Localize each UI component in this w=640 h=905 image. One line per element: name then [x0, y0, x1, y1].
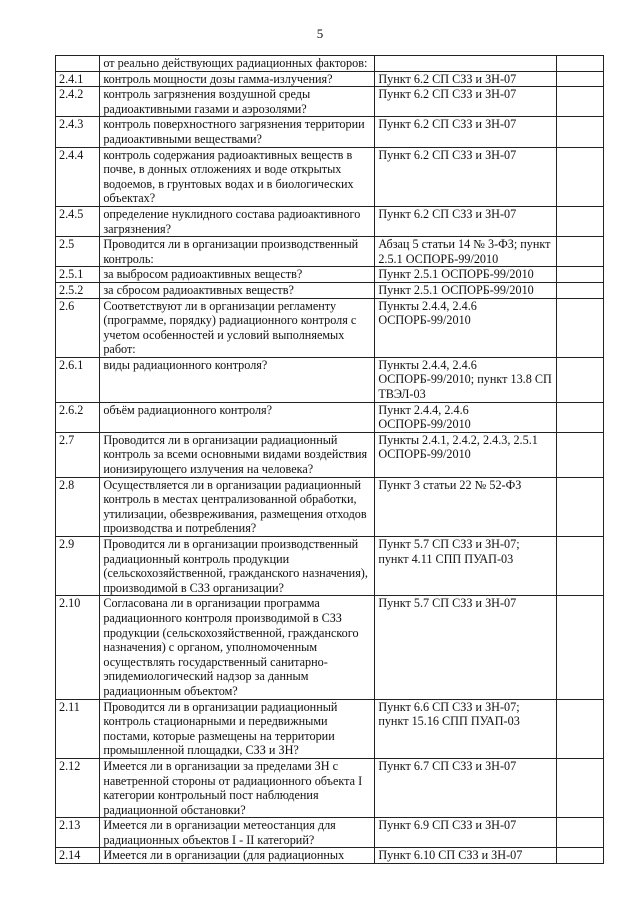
- table-row: [56, 848, 604, 864]
- item-mark-cell: [556, 699, 603, 758]
- item-mark-cell: [556, 758, 603, 817]
- item-reference: Абзац 5 статьи 14 № 3-ФЗ; пункт 2.5.1 ОСПОРБ-99/2010: [375, 237, 556, 267]
- item-number: 2.7: [56, 432, 100, 477]
- item-number: 2.4.4: [56, 147, 100, 206]
- item-mark-cell: [556, 477, 603, 536]
- item-reference: Пункт 5.7 СП СЗЗ и ЗН-07: [375, 596, 556, 699]
- item-mark-cell: [556, 206, 603, 236]
- item-question: Проводится ли в организации радиационный контроль стационарными и передвижными постами, которые размещены на территории промышленной площадки, СЗЗ и ЗН?: [100, 699, 375, 758]
- item-mark-cell: [556, 147, 603, 206]
- item-question: Имеется ли в организации (для радиационных: [100, 848, 375, 864]
- item-reference: Пункт 6.2 СП СЗЗ и ЗН-07: [375, 71, 556, 87]
- table-row: [56, 477, 604, 536]
- item-number: 2.14: [56, 848, 100, 864]
- table-row: [56, 758, 604, 817]
- item-number: 2.10: [56, 596, 100, 699]
- item-reference: Пункты 2.4.4, 2.4.6 ОСПОРБ-99/2010: [375, 298, 556, 357]
- item-question: контроль содержания радиоактивных веществ в почве, в донных отложениях и воде открытых водоемов, в грунтовых водах и в биологических объектах?: [100, 147, 375, 206]
- item-question: контроль мощности дозы гамма-излучения?: [100, 71, 375, 87]
- item-number: 2.12: [56, 758, 100, 817]
- item-mark-cell: [556, 596, 603, 699]
- item-mark-cell: [556, 56, 603, 72]
- item-reference: Пункт 6.7 СП СЗЗ и ЗН-07: [375, 758, 556, 817]
- item-question: от реально действующих радиационных факторов:: [100, 56, 375, 72]
- item-number: 2.6.1: [56, 357, 100, 402]
- table-row: [56, 537, 604, 596]
- item-number: 2.4.1: [56, 71, 100, 87]
- item-question: Проводится ли в организации радиационный контроль за всеми основными видами воздействия ионизирующего излучения на человека?: [100, 432, 375, 477]
- item-mark-cell: [556, 282, 603, 298]
- item-number: 2.6: [56, 298, 100, 357]
- item-reference: Пункт 6.9 СП СЗЗ и ЗН-07: [375, 818, 556, 848]
- item-question: Осуществляется ли в организации радиационный контроль в местах централизованной обработки, утилизации, обезвреживания, размещения отходов производства и потребления?: [100, 477, 375, 536]
- item-mark-cell: [556, 357, 603, 402]
- item-reference: Пункт 6.10 СП СЗЗ и ЗН-07: [375, 848, 556, 864]
- item-reference: [375, 56, 556, 72]
- table-row: [56, 298, 604, 357]
- table-row: [56, 699, 604, 758]
- item-question: определение нуклидного состава радиоактивного загрязнения?: [100, 206, 375, 236]
- item-reference: Пункт 2.4.4, 2.4.6 ОСПОРБ-99/2010: [375, 402, 556, 432]
- item-reference: Пункт 6.6 СП СЗЗ и ЗН-07; пункт 15.16 СПП ПУАП-03: [375, 699, 556, 758]
- item-number: [56, 56, 100, 72]
- item-number: 2.5.1: [56, 267, 100, 283]
- item-reference: Пункт 2.5.1 ОСПОРБ-99/2010: [375, 267, 556, 283]
- item-mark-cell: [556, 848, 603, 864]
- item-number: 2.6.2: [56, 402, 100, 432]
- table-row: [56, 432, 604, 477]
- item-mark-cell: [556, 267, 603, 283]
- item-number: 2.4.3: [56, 117, 100, 147]
- table-row: [56, 357, 604, 402]
- item-mark-cell: [556, 71, 603, 87]
- checklist-rows: [56, 56, 604, 864]
- item-question: за выбросом радиоактивных веществ?: [100, 267, 375, 283]
- table-row: [56, 87, 604, 117]
- checklist-table: [55, 55, 604, 864]
- item-mark-cell: [556, 117, 603, 147]
- table-row: [56, 402, 604, 432]
- item-question: Проводится ли в организации производственный радиационный контроль продукции (сельскохозяйственной, гражданского назначения), производимой в СЗЗ организации?: [100, 537, 375, 596]
- item-mark-cell: [556, 237, 603, 267]
- item-mark-cell: [556, 298, 603, 357]
- item-question: за сбросом радиоактивных веществ?: [100, 282, 375, 298]
- item-reference: Пункт 3 статьи 22 № 52-ФЗ: [375, 477, 556, 536]
- item-number: 2.9: [56, 537, 100, 596]
- table-row: [56, 117, 604, 147]
- table-row: [56, 206, 604, 236]
- item-reference: Пункты 2.4.1, 2.4.2, 2.4.3, 2.5.1 ОСПОРБ-99/2010: [375, 432, 556, 477]
- item-reference: Пункт 6.2 СП СЗЗ и ЗН-07: [375, 117, 556, 147]
- item-reference: Пункт 6.2 СП СЗЗ и ЗН-07: [375, 147, 556, 206]
- table-row: [56, 596, 604, 699]
- item-question: Имеется ли в организации метеостанция для радиационных объектов I - II категорий?: [100, 818, 375, 848]
- item-question: Согласована ли в организации программа радиационного контроля производимой в СЗЗ продукции (сельскохозяйственной, гражданского назначения) с органом, уполномоченным осуществлять государственный санитарно-эпидемиологический надзор за данным радиационным объектом?: [100, 596, 375, 699]
- item-question: виды радиационного контроля?: [100, 357, 375, 402]
- item-number: 2.13: [56, 818, 100, 848]
- item-mark-cell: [556, 87, 603, 117]
- item-reference: Пункт 5.7 СП СЗЗ и ЗН-07; пункт 4.11 СПП ПУАП-03: [375, 537, 556, 596]
- item-number: 2.11: [56, 699, 100, 758]
- item-mark-cell: [556, 818, 603, 848]
- item-number: 2.8: [56, 477, 100, 536]
- table-row: [56, 56, 604, 72]
- item-number: 2.4.2: [56, 87, 100, 117]
- table-row: [56, 267, 604, 283]
- page-number: 5: [316, 26, 324, 41]
- item-question: контроль загрязнения воздушной среды радиоактивными газами и аэрозолями?: [100, 87, 375, 117]
- item-number: 2.5.2: [56, 282, 100, 298]
- item-question: Имеется ли в организации за пределами ЗН с наветренной стороны от радиационного объекта I категории контрольный пост наблюдения радиационной обстановки?: [100, 758, 375, 817]
- item-reference: Пункт 6.2 СП СЗЗ и ЗН-07: [375, 206, 556, 236]
- table-row: [56, 237, 604, 267]
- table-row: [56, 818, 604, 848]
- item-question: Проводится ли в организации производственный контроль:: [100, 237, 375, 267]
- table-row: [56, 71, 604, 87]
- item-question: объём радиационного контроля?: [100, 402, 375, 432]
- item-number: 2.5: [56, 237, 100, 267]
- item-number: 2.4.5: [56, 206, 100, 236]
- item-mark-cell: [556, 432, 603, 477]
- table-row: [56, 282, 604, 298]
- item-reference: Пункт 2.5.1 ОСПОРБ-99/2010: [375, 282, 556, 298]
- item-mark-cell: [556, 537, 603, 596]
- table-row: [56, 147, 604, 206]
- item-question: Соответствуют ли в организации регламенту (программе, порядку) радиационного контроля с учетом особенностей и условий выполняемых работ:: [100, 298, 375, 357]
- item-question: контроль поверхностного загрязнения территории радиоактивными веществами?: [100, 117, 375, 147]
- item-reference: Пункты 2.4.4, 2.4.6 ОСПОРБ-99/2010; пункт 13.8 СП ТВЭЛ-03: [375, 357, 556, 402]
- item-reference: Пункт 6.2 СП СЗЗ и ЗН-07: [375, 87, 556, 117]
- item-mark-cell: [556, 402, 603, 432]
